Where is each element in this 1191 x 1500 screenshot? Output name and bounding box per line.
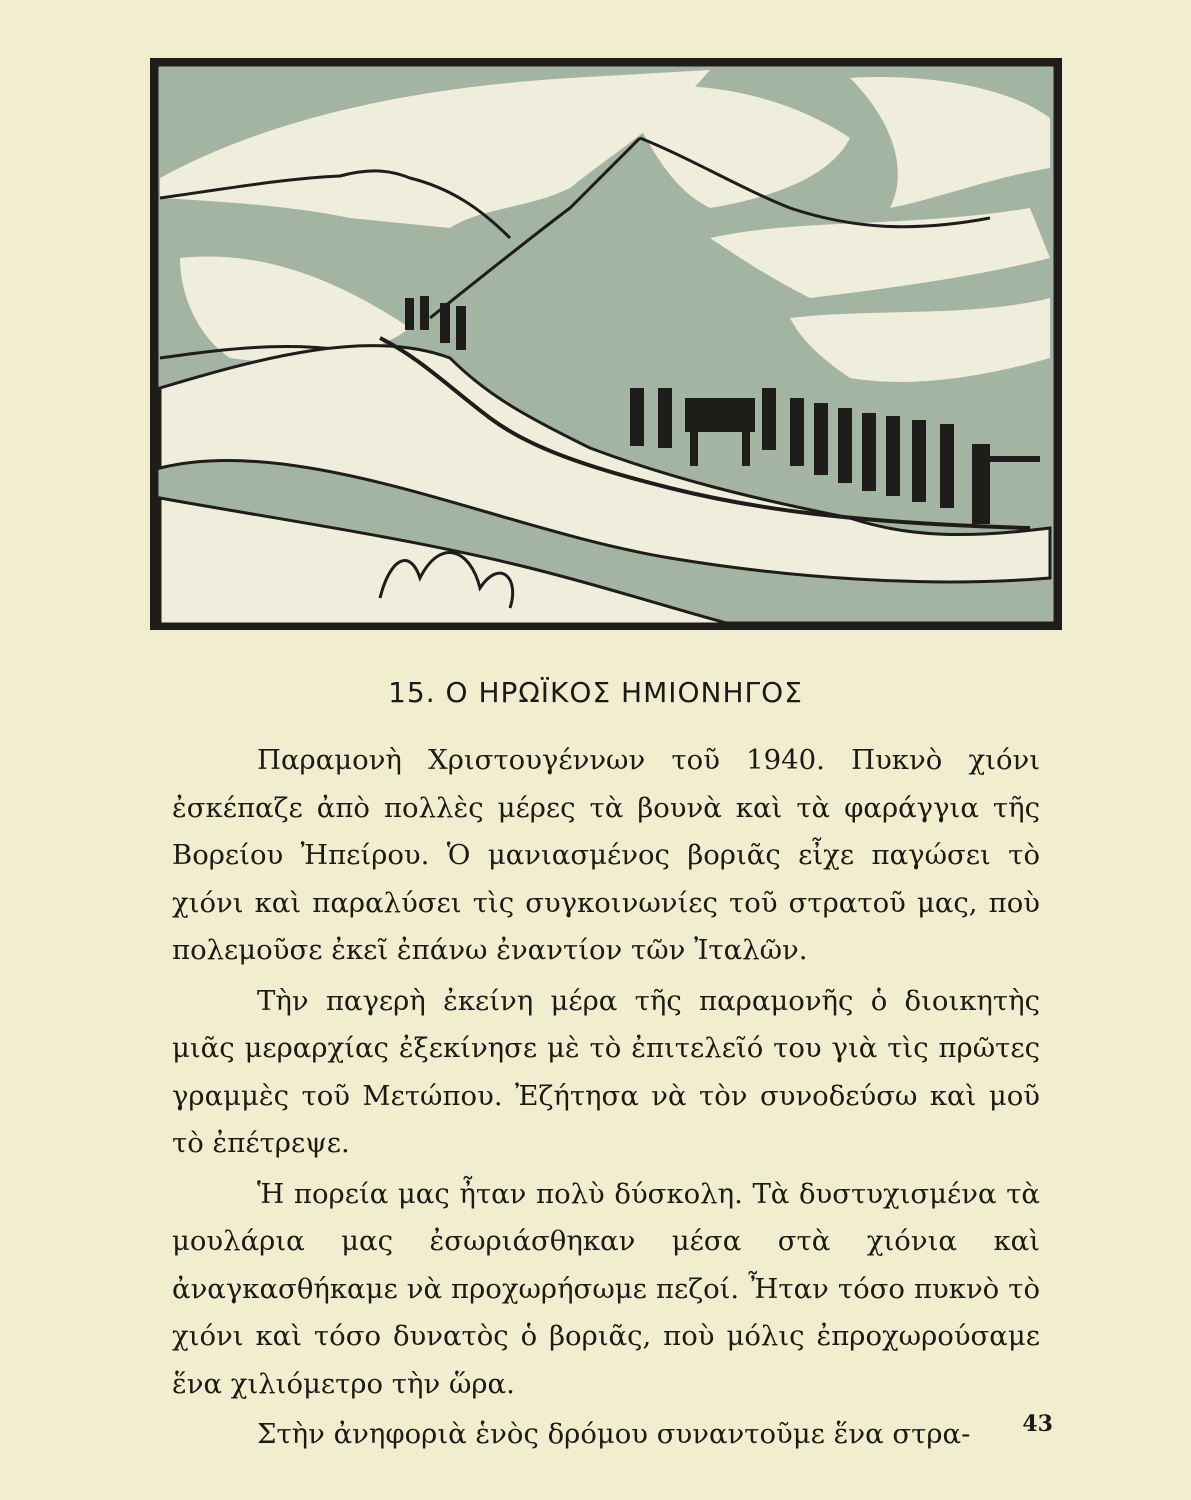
- page-number: 43: [1022, 1411, 1053, 1437]
- paragraph-2: Τὴν παγερὴ ἐκείνη μέρα τῆς παραμονῆς ὁ διοικητὴς μιᾶς μεραρχίας ἐξεκίνησε μὲ τὸ ἐπιτελεῖό του γιὰ τὶς πρῶτες γραμμὲς τοῦ Μετώπου. Ἐζήτησα νὰ τὸν συνοδεύσω καὶ μοῦ τὸ ἐπέτρεψε.: [172, 984, 1040, 1159]
- woodcut-illustration: [150, 58, 1062, 630]
- chapter-title: 15. Ο ΗΡΩΪΚΟΣ ΗΜΙΟΝΗΓΟΣ: [388, 676, 803, 709]
- paragraph-3: Ἡ πορεία μας ἦταν πολὺ δύσκολη. Τὰ δυστυχισμένα τὰ μουλάρια μας ἐσωριάσθηκαν μέσα στὰ χιόνια καὶ ἀναγκασθήκαμε νὰ προχωρήσωμε πεζοί. Ἦταν τόσο πυκνὸ τὸ χιόνι καὶ τόσο δυνατὸς ὁ βοριᾶς, ποὺ μόλις ἐπροχωρούσαμε ἕνα χιλιόμετρο τὴν ὥρα.: [172, 1177, 1040, 1400]
- paragraph-1: Παραμονὴ Χριστουγέννων τοῦ 1940. Πυκνὸ χιόνι ἐσκέπαζε ἀπὸ πολλὲς μέρες τὰ βουνὰ καὶ τὰ φαράγγια τῆς Βορείου Ἠπείρου. Ὁ μανιασμένος βοριᾶς εἶχε παγώσει τὸ χιόνι καὶ παραλύσει τὶς συγκοινωνίες τοῦ στρατοῦ μας, ποὺ πολεμοῦσε ἐκεῖ ἐπάνω ἐναντίον τῶν Ἰταλῶν.: [172, 744, 1040, 966]
- paragraph-4: Στὴν ἀνηφοριὰ ἑνὸς δρόμου συναντοῦμε ἕνα στρα-: [257, 1418, 971, 1450]
- body-text: [172, 737, 1040, 1459]
- mountain-march-woodcut-icon: [150, 58, 1062, 630]
